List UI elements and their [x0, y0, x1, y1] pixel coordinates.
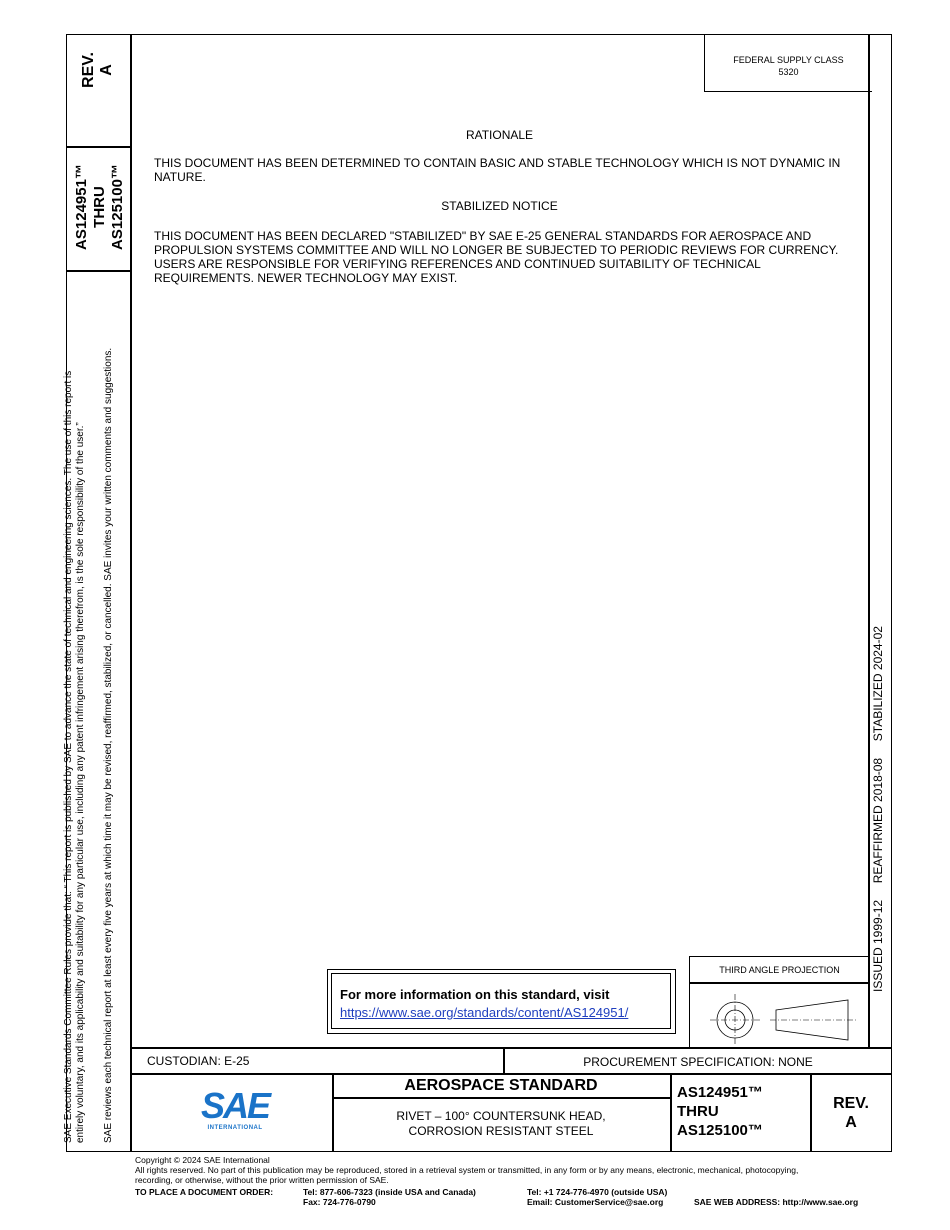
rules-line1: SAE Executive Standards Committee Rules provide that: “ This report is published by SAE to advance the state of technical and engineering sciences. The use of this report is [63, 370, 74, 1143]
projection-symbol-icon [690, 982, 870, 1048]
side-rev-value: A [98, 64, 115, 76]
footer-email[interactable]: Email: CustomerService@sae.org [527, 1197, 664, 1207]
left-rev-divider [66, 146, 131, 148]
title-block-doc-line3: AS125100™ [677, 1122, 763, 1139]
info-box [327, 969, 676, 1034]
sae-logo [195, 1085, 275, 1136]
title-block-rev [811, 1094, 891, 1132]
footer-rights-line1: All rights reserved. No part of this publication may be reproduced, stored in a retrieval system or transmitted, in any form or by any means, electronic, mechanical, photocopying, [135, 1165, 799, 1175]
footer-intl-contact [527, 1187, 667, 1207]
info-box-link[interactable]: https://www.sae.org/standards/content/AS124951/ [340, 1005, 629, 1020]
side-doc-line2: THRU [91, 186, 108, 228]
side-review-text [103, 273, 115, 1143]
rationale-text: THIS DOCUMENT HAS BEEN DETERMINED TO CONTAIN BASIC AND STABLE TECHNOLOGY WHICH IS NOT DYNAMIC IN NATURE. [154, 156, 841, 184]
rules-line2: entirely voluntary, and its applicability and suitability for any particular use, including any patent infringement arising therefrom, is the sole responsibility of the user.” [75, 422, 86, 1143]
side-doc-number [73, 152, 127, 262]
title-block-rev-value: A [845, 1114, 857, 1131]
sae-logo-text: SAE [200, 1085, 270, 1126]
federal-supply-class-value: 5320 [778, 67, 799, 77]
stabilized-text: THIS DOCUMENT HAS BEEN DECLARED "STABILIZED" BY SAE E-25 GENERAL STANDARDS FOR AEROSPACE AND PROPULSION SYSTEMS COMMITTEE AND WILL NO LONGER BE SUBJECTED TO PERIODIC REVIEWS FOR CURRENCY. USERS ARE RESPONSIBLE FOR VERIFYING REFERENCES AND CONTINUED SUITABILITY OF TECHNICAL REQUIREMENTS. NEWER TECHNOLOGY MAY EXIST. [154, 229, 839, 285]
footer-order-label: TO PLACE A DOCUMENT ORDER: [135, 1187, 274, 1197]
footer-copyright: Copyright © 2024 SAE International [135, 1155, 270, 1165]
title-line1: RIVET – 100° COUNTERSUNK HEAD, [396, 1109, 606, 1123]
projection-label: THIRD ANGLE PROJECTION [719, 965, 840, 975]
sae-logo-subtext: INTERNATIONAL [207, 1125, 263, 1131]
left-column-divider [130, 34, 132, 1048]
procurement-text: PROCUREMENT SPECIFICATION: NONE [583, 1055, 813, 1069]
title-block-rev-label: REV. [833, 1095, 869, 1112]
rationale-heading: RATIONALE [465, 128, 534, 142]
right-column-divider [868, 34, 870, 1048]
left-docnum-divider [66, 270, 131, 272]
footer-tel-outside: Tel: +1 724-776-4970 (outside USA) [527, 1187, 668, 1197]
federal-supply-class-box [704, 34, 872, 92]
federal-supply-class-label: FEDERAL SUPPLY CLASS [733, 55, 844, 65]
footer-rights-line2: recording, or otherwise, without the prior written permission of SAE. [135, 1175, 389, 1185]
title-block-left [130, 1047, 132, 1152]
standard-type: AEROSPACE STANDARD [404, 1077, 598, 1094]
side-rev [80, 30, 116, 110]
side-doc-line3: AS125100™ [109, 164, 126, 250]
rules-line3: SAE reviews each technical report at least every five years at which time it may be revised, reaffirmed, stabilized, or cancelled. SAE invites your written comments and suggestions. [103, 347, 114, 1143]
title-line2: CORROSION RESISTANT STEEL [408, 1124, 594, 1138]
side-dates: ISSUED 1999-12 REAFFIRMED 2018-08 STABILIZED 2024-02 [871, 626, 885, 992]
side-rules-text [63, 273, 87, 1143]
title-block-doc-line1: AS124951™ [677, 1084, 763, 1101]
title-block-divider-2 [670, 1073, 672, 1152]
custodian-row-top [130, 1047, 892, 1049]
custodian-text: CUSTODIAN: E-25 [147, 1054, 250, 1068]
footer-tel-usa: Tel: 877-606-7323 (inside USA and Canada) [303, 1187, 476, 1197]
info-box-title: For more information on this standard, visit [340, 987, 610, 1002]
side-doc-line1: AS124951™ [73, 164, 90, 250]
footer-web[interactable]: SAE WEB ADDRESS: http://www.sae.org [694, 1197, 859, 1207]
standard-type-divider [332, 1097, 670, 1099]
title-block-doc-number [677, 1083, 763, 1140]
projection-box [689, 956, 869, 1048]
title-text [332, 1109, 670, 1139]
footer-fax: Fax: 724-776-0790 [303, 1197, 376, 1207]
title-block-doc-line2: THRU [677, 1103, 719, 1120]
footer-usa-contact [303, 1187, 476, 1207]
footer [135, 1155, 895, 1185]
side-rev-label: REV. [80, 52, 97, 88]
custodian-row-bottom [130, 1073, 892, 1075]
stabilized-heading: STABILIZED NOTICE [441, 199, 558, 213]
